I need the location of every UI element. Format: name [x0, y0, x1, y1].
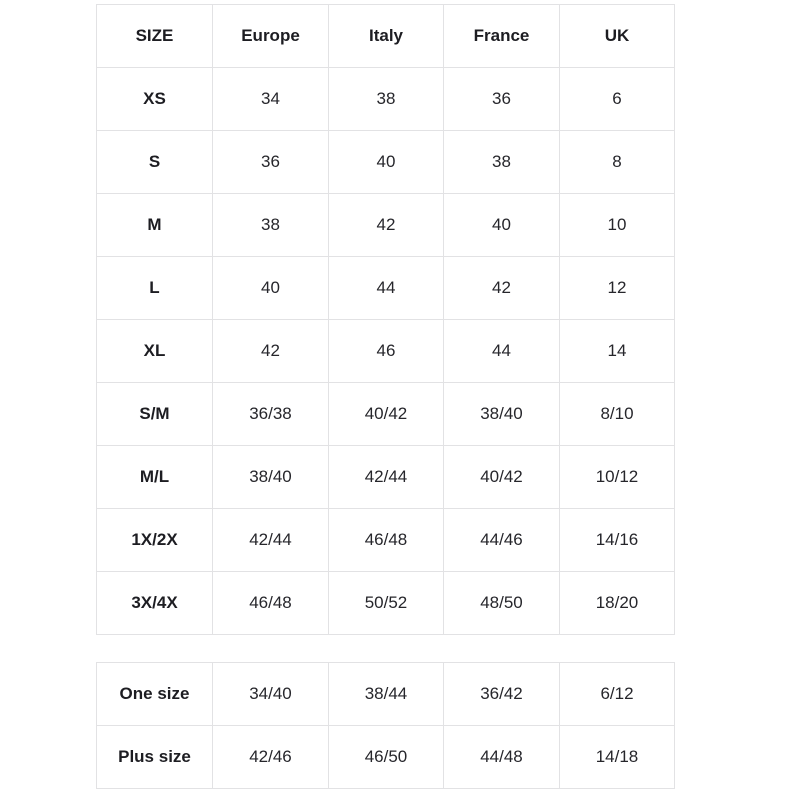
cell-uk: 14/18: [560, 726, 675, 789]
cell-italy: 40/42: [329, 383, 444, 446]
cell-europe: 46/48: [213, 572, 329, 635]
cell-uk: 6/12: [560, 663, 675, 726]
row-label: Plus size: [97, 726, 213, 789]
cell-europe: 42/44: [213, 509, 329, 572]
cell-uk: 6: [560, 68, 675, 131]
row-label: S: [97, 131, 213, 194]
column-header-size: SIZE: [97, 5, 213, 68]
table-body: [97, 68, 675, 635]
cell-europe: 42/46: [213, 726, 329, 789]
cell-italy: 40: [329, 131, 444, 194]
cell-france: 40/42: [444, 446, 560, 509]
table-header: [97, 5, 675, 68]
cell-uk: 14/16: [560, 509, 675, 572]
table-header-row: [97, 5, 675, 68]
cell-europe: 36/38: [213, 383, 329, 446]
cell-europe: 36: [213, 131, 329, 194]
cell-italy: 50/52: [329, 572, 444, 635]
cell-france: 48/50: [444, 572, 560, 635]
main-size-table: [96, 4, 675, 635]
cell-uk: 8: [560, 131, 675, 194]
cell-europe: 38/40: [213, 446, 329, 509]
cell-italy: 46/48: [329, 509, 444, 572]
main-size-table-container: [96, 4, 674, 635]
row-label: M: [97, 194, 213, 257]
row-label: S/M: [97, 383, 213, 446]
cell-italy: 46: [329, 320, 444, 383]
cell-europe: 42: [213, 320, 329, 383]
row-label: XL: [97, 320, 213, 383]
column-header-italy: Italy: [329, 5, 444, 68]
cell-france: 44/48: [444, 726, 560, 789]
table-body: [97, 663, 675, 789]
cell-france: 44: [444, 320, 560, 383]
table-row: [97, 509, 675, 572]
table-row: [97, 572, 675, 635]
cell-italy: 38: [329, 68, 444, 131]
row-label: M/L: [97, 446, 213, 509]
cell-france: 38/40: [444, 383, 560, 446]
cell-france: 40: [444, 194, 560, 257]
row-label: XS: [97, 68, 213, 131]
table-row: [97, 320, 675, 383]
cell-italy: 38/44: [329, 663, 444, 726]
table-row: [97, 257, 675, 320]
cell-italy: 44: [329, 257, 444, 320]
cell-europe: 38: [213, 194, 329, 257]
cell-europe: 34: [213, 68, 329, 131]
cell-italy: 46/50: [329, 726, 444, 789]
table-row: [97, 726, 675, 789]
row-label: One size: [97, 663, 213, 726]
cell-uk: 8/10: [560, 383, 675, 446]
column-header-france: France: [444, 5, 560, 68]
cell-france: 36/42: [444, 663, 560, 726]
cell-italy: 42: [329, 194, 444, 257]
cell-france: 44/46: [444, 509, 560, 572]
cell-uk: 14: [560, 320, 675, 383]
cell-france: 36: [444, 68, 560, 131]
secondary-size-table: [96, 662, 675, 789]
cell-europe: 40: [213, 257, 329, 320]
cell-france: 42: [444, 257, 560, 320]
table-row: [97, 446, 675, 509]
cell-uk: 10/12: [560, 446, 675, 509]
cell-france: 38: [444, 131, 560, 194]
column-header-europe: Europe: [213, 5, 329, 68]
row-label: 1X/2X: [97, 509, 213, 572]
cell-italy: 42/44: [329, 446, 444, 509]
row-label: L: [97, 257, 213, 320]
table-row: [97, 68, 675, 131]
cell-uk: 12: [560, 257, 675, 320]
table-row: [97, 663, 675, 726]
column-header-uk: UK: [560, 5, 675, 68]
secondary-size-table-container: [96, 662, 674, 789]
table-row: [97, 131, 675, 194]
table-row: [97, 194, 675, 257]
cell-uk: 18/20: [560, 572, 675, 635]
table-row: [97, 383, 675, 446]
cell-uk: 10: [560, 194, 675, 257]
row-label: 3X/4X: [97, 572, 213, 635]
cell-europe: 34/40: [213, 663, 329, 726]
